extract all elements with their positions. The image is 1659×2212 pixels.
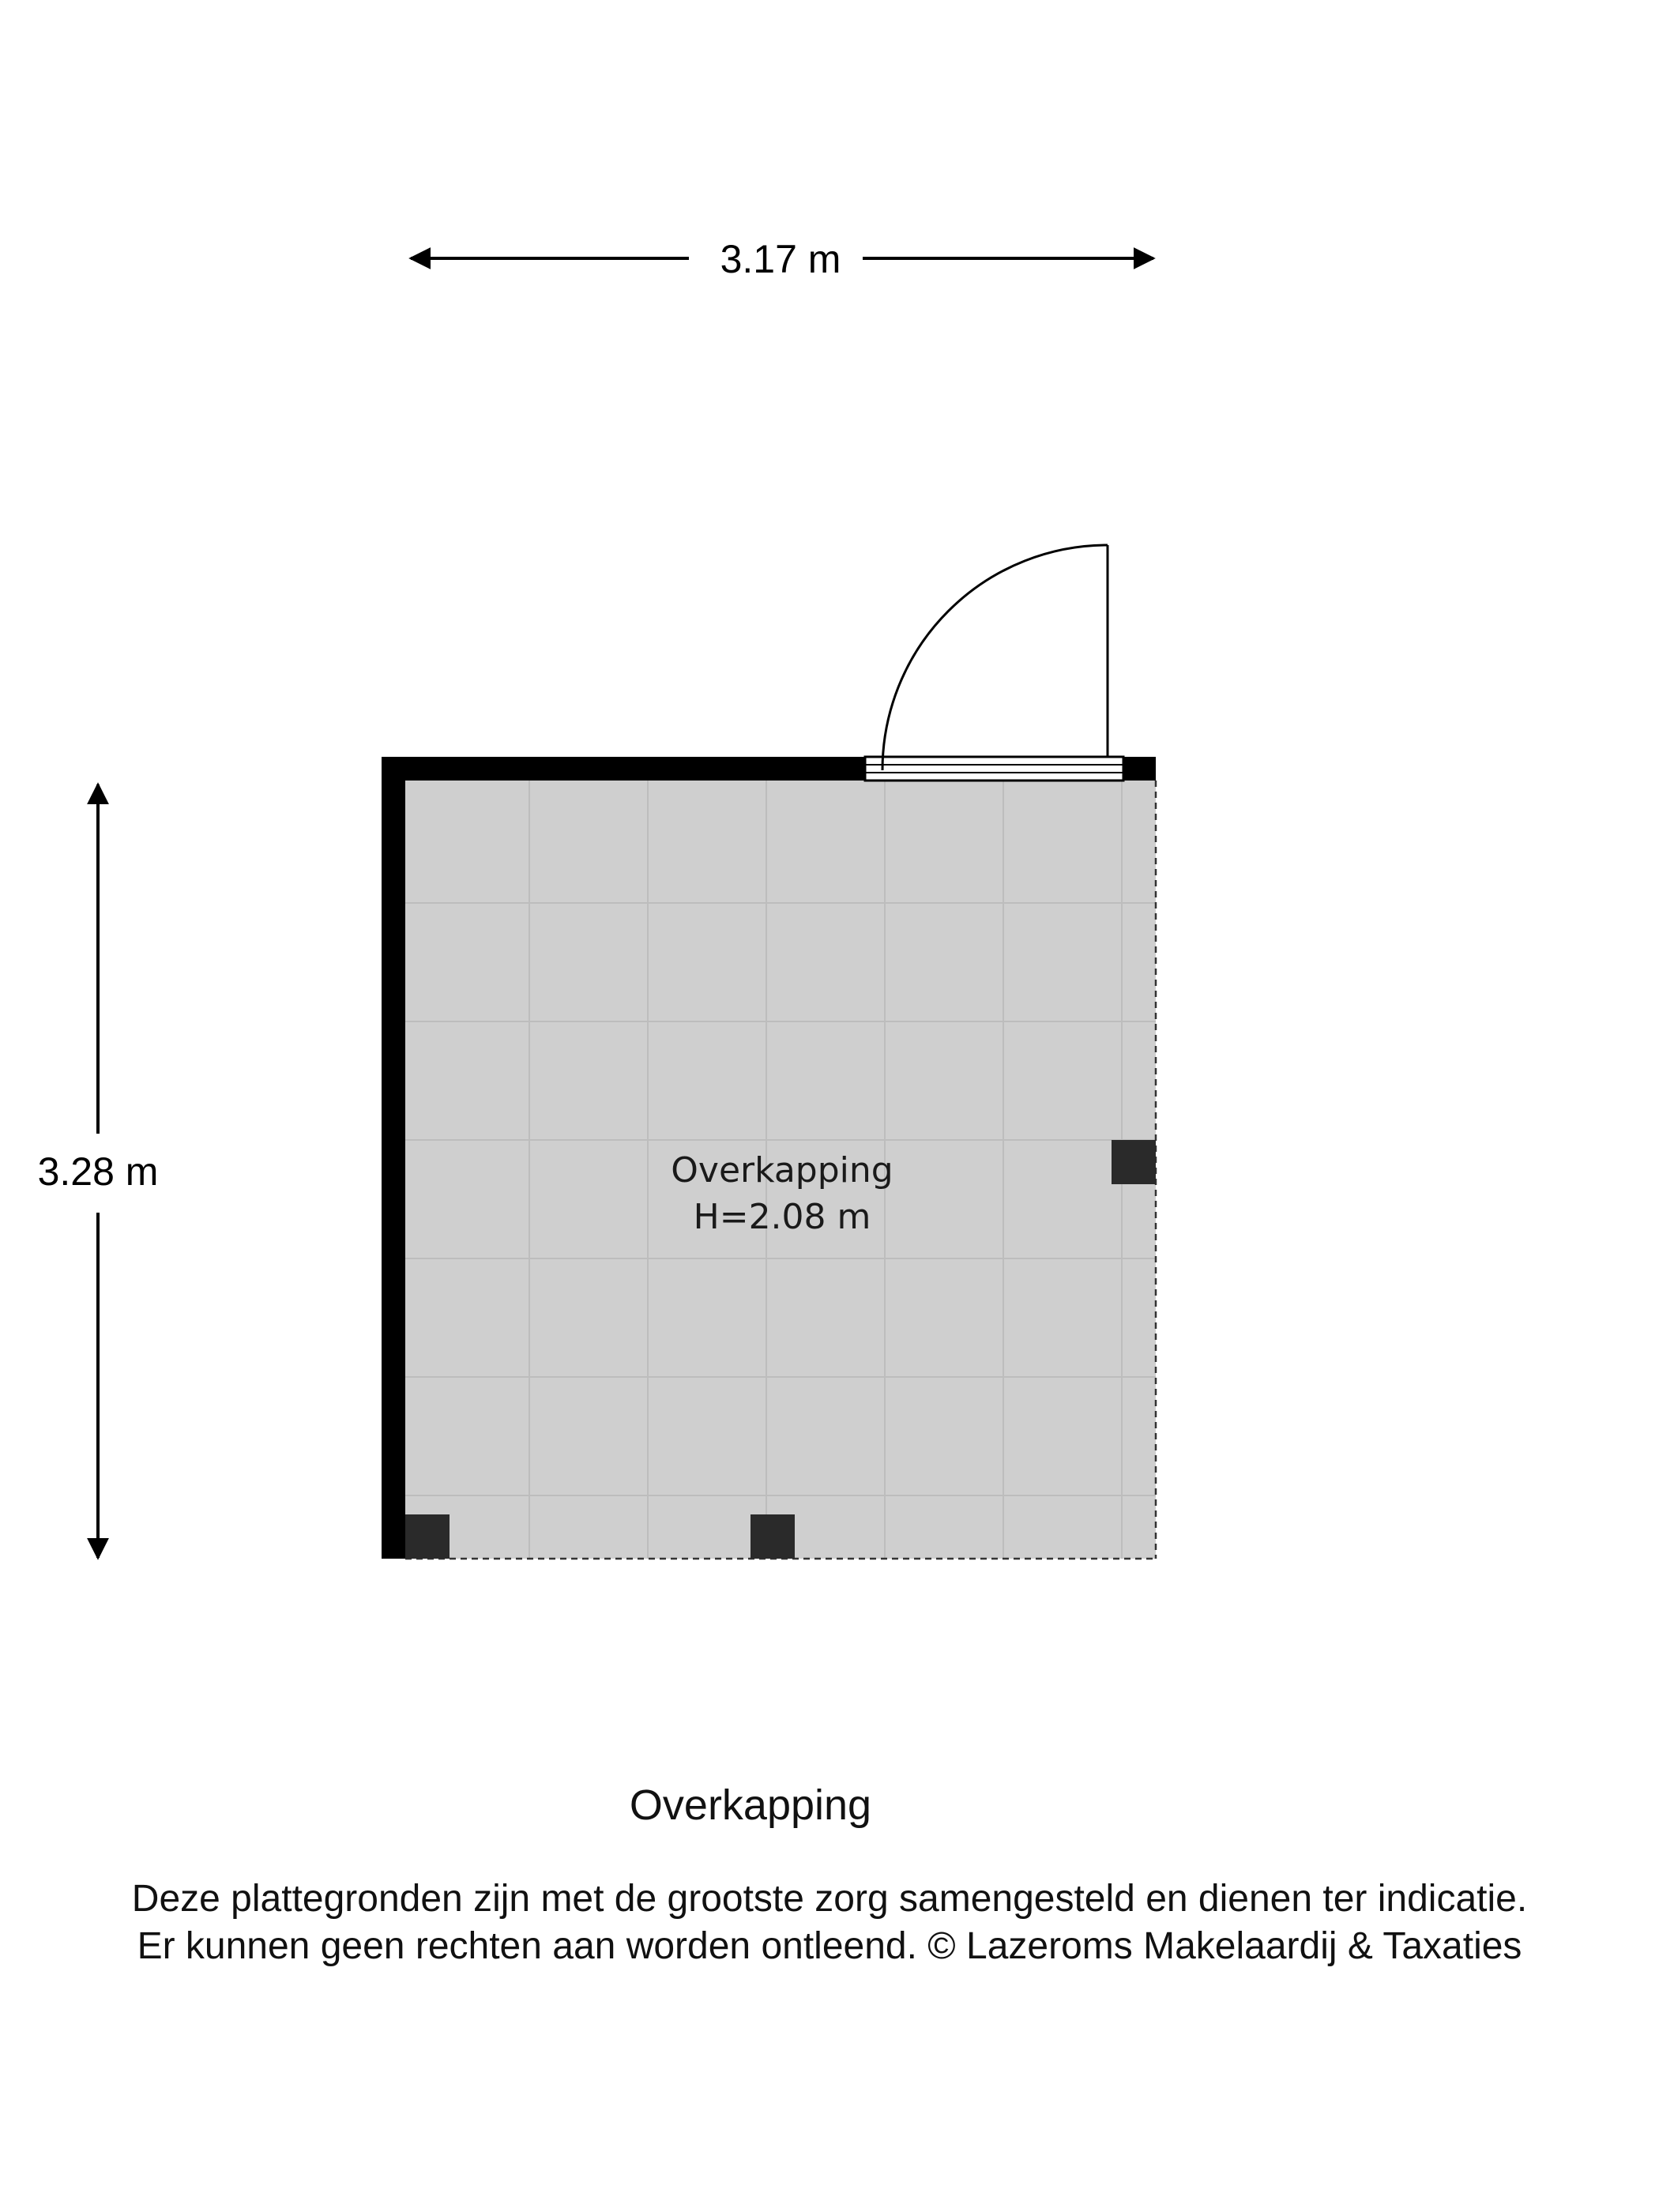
- wall-left: [382, 757, 405, 1559]
- floor-title: Overkapping: [629, 1781, 872, 1829]
- depth-dimension: [38, 784, 159, 1558]
- door-frame: [865, 757, 1123, 781]
- room-name: Overkapping: [671, 1150, 893, 1191]
- column-bottom-left: [405, 1514, 450, 1559]
- width-dimension: [411, 237, 1153, 281]
- depth-dimension-label: 3.28 m: [37, 1149, 159, 1194]
- width-dimension-label: 3.17 m: [720, 237, 841, 281]
- door-arc: [882, 545, 1108, 770]
- disclaimer-line-2: Er kunnen geen rechten aan worden ontleend. © Lazeroms Makelaardij & Taxaties: [137, 1925, 1522, 1967]
- column-bottom-middle: [750, 1514, 795, 1559]
- wall-top-left: [382, 757, 865, 781]
- door-swing-icon: [865, 545, 1123, 781]
- wall-top-right: [1123, 757, 1156, 781]
- column-right: [1112, 1140, 1156, 1184]
- room-height: H=2.08 m: [693, 1197, 871, 1237]
- disclaimer-line-1: Deze plattegronden zijn met de grootste zorg samengesteld en dienen ter indicatie.: [131, 1878, 1528, 1920]
